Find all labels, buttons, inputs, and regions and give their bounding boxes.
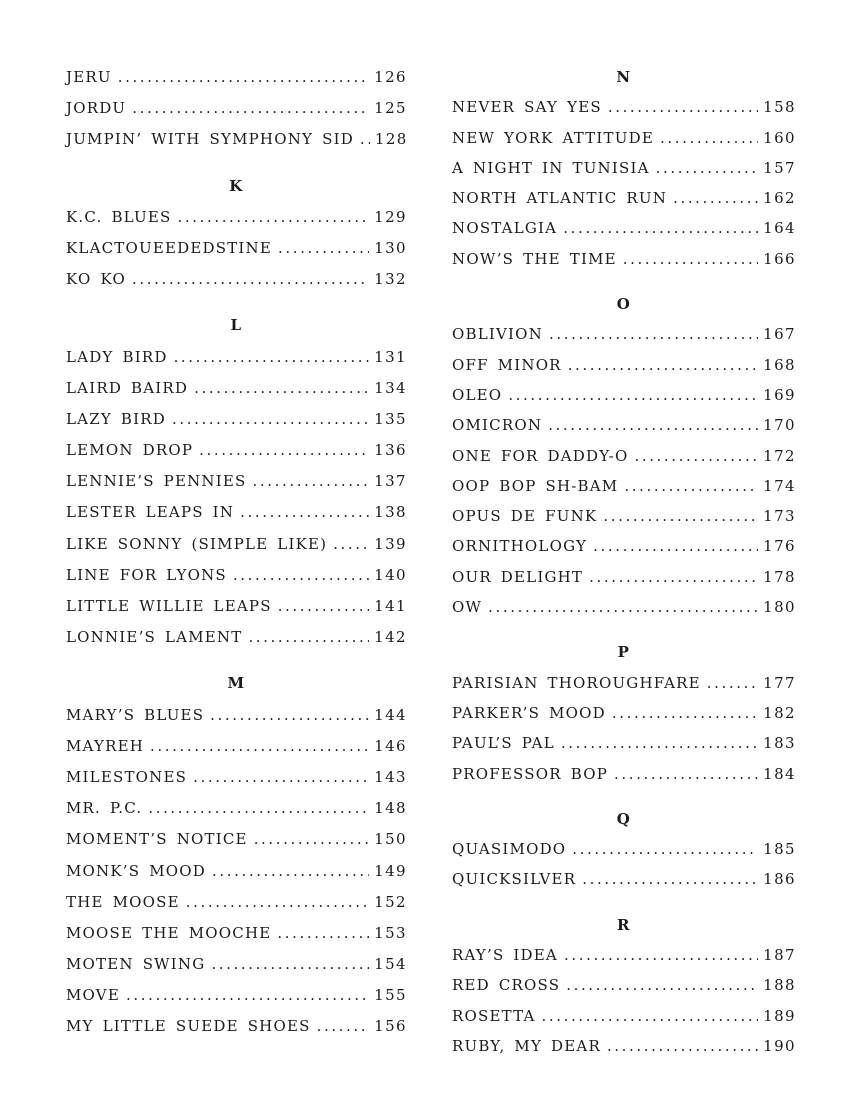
section-letter-heading: P xyxy=(617,643,631,662)
song-title: K.C. BLUES xyxy=(66,207,172,226)
page-number: 174 xyxy=(763,476,796,495)
dot-leader xyxy=(317,1011,370,1042)
toc-entry xyxy=(452,562,796,592)
page-number: 185 xyxy=(763,840,796,859)
dot-leader xyxy=(172,404,369,435)
song-title: MOMENT’S NOTICE xyxy=(66,830,248,849)
song-title: MY LITTLE SUEDE SHOES xyxy=(66,1017,311,1036)
toc-column-left xyxy=(66,62,407,1043)
dot-leader xyxy=(568,350,758,380)
toc-entry xyxy=(66,62,407,93)
dot-leader xyxy=(132,93,369,124)
page-number: 134 xyxy=(374,378,407,397)
toc-entry xyxy=(452,1001,796,1031)
dot-leader xyxy=(254,824,369,855)
dot-leader xyxy=(277,918,369,949)
dot-leader xyxy=(150,731,369,762)
toc-entry xyxy=(66,529,407,560)
dot-leader xyxy=(126,980,369,1011)
dot-leader xyxy=(572,834,758,864)
song-title: OMICRON xyxy=(452,416,543,435)
page-number: 182 xyxy=(763,703,796,722)
song-title: JUMPIN’ WITH SYMPHONY SID xyxy=(66,130,354,149)
dot-leader xyxy=(548,410,758,440)
toc-entry xyxy=(452,183,796,213)
toc-entry xyxy=(452,319,796,349)
song-title: LONNIE’S LAMENT xyxy=(66,628,243,647)
page-number: 143 xyxy=(374,767,407,786)
dot-leader xyxy=(660,123,758,153)
song-title: LESTER LEAPS IN xyxy=(66,503,235,522)
dot-leader xyxy=(199,435,369,466)
song-title: OUR DELIGHT xyxy=(452,567,584,586)
dot-leader xyxy=(549,319,758,349)
toc-entry xyxy=(66,373,407,404)
song-title: OW xyxy=(452,598,483,617)
dot-leader xyxy=(561,728,758,758)
toc-entry xyxy=(66,435,407,466)
toc-entry xyxy=(452,441,796,471)
page-number: 188 xyxy=(763,976,796,995)
toc-entry xyxy=(66,731,407,762)
page-number: 128 xyxy=(374,130,408,149)
toc-entry xyxy=(66,560,407,591)
dot-leader xyxy=(612,698,758,728)
dot-leader xyxy=(148,793,369,824)
dot-leader xyxy=(360,124,370,155)
toc-entry xyxy=(66,918,407,949)
page-number: 155 xyxy=(374,986,407,1005)
dot-leader xyxy=(589,562,758,592)
song-title: NORTH ATLANTIC RUN xyxy=(452,189,668,208)
toc-section-p xyxy=(452,637,796,788)
dot-leader xyxy=(608,92,758,122)
toc-entry xyxy=(452,501,796,531)
toc-entry xyxy=(66,404,407,435)
song-title: LAZY BIRD xyxy=(66,409,166,428)
song-title: MOOSE THE MOOCHE xyxy=(66,923,272,942)
song-title: OFF MINOR xyxy=(452,355,562,374)
page-number: 186 xyxy=(763,870,796,889)
toc-entry xyxy=(452,668,796,698)
song-title: KLACTOUEEDEDSTINE xyxy=(66,238,273,257)
toc-entry xyxy=(66,980,407,1011)
song-title: RAY’S IDEA xyxy=(452,946,558,965)
dot-leader xyxy=(623,244,758,274)
song-title: ORNITHOLOGY xyxy=(452,537,588,556)
page-number: 137 xyxy=(374,472,407,491)
dot-leader xyxy=(582,864,758,894)
dot-leader xyxy=(132,264,369,295)
page-number: 157 xyxy=(763,158,796,177)
song-title: ONE FOR DADDY-O xyxy=(452,446,629,465)
song-title: MILESTONES xyxy=(66,767,188,786)
toc-section-q xyxy=(452,804,796,895)
toc-entry xyxy=(452,970,796,1000)
dot-leader xyxy=(193,762,369,793)
song-title: NOSTALGIA xyxy=(452,219,558,238)
section-letter-heading: K xyxy=(229,176,244,195)
dot-leader xyxy=(542,1001,759,1031)
page-number: 125 xyxy=(374,99,407,118)
song-title: PAUL’S PAL xyxy=(452,734,555,753)
page-number: 132 xyxy=(374,270,407,289)
dot-leader xyxy=(488,592,758,622)
toc-entry xyxy=(66,497,407,528)
dot-leader xyxy=(248,622,369,653)
toc-column-right xyxy=(452,62,796,1061)
dot-leader xyxy=(186,887,369,918)
toc-entry xyxy=(66,700,407,731)
page-number: 184 xyxy=(763,764,796,783)
toc-entry xyxy=(66,762,407,793)
toc-section-r xyxy=(452,910,796,1061)
song-title: LADY BIRD xyxy=(66,347,168,366)
song-title: MR. P.C. xyxy=(66,799,143,818)
dot-leader xyxy=(563,213,758,243)
page-number: 148 xyxy=(374,799,407,818)
section-letter-heading: L xyxy=(230,316,243,335)
toc-entry xyxy=(66,342,407,373)
song-title: MAYREH xyxy=(66,736,145,755)
page-number: 170 xyxy=(763,416,796,435)
song-title: NEW YORK ATTITUDE xyxy=(452,128,654,147)
dot-leader xyxy=(614,759,758,789)
page-number: 140 xyxy=(374,565,407,584)
page-number: 139 xyxy=(374,534,407,553)
page-number: 158 xyxy=(763,98,796,117)
song-title: RED CROSS xyxy=(452,976,561,995)
song-title: LAIRD BAIRD xyxy=(66,378,189,397)
toc-entry xyxy=(66,622,407,653)
toc-entry xyxy=(452,531,796,561)
page-number: 169 xyxy=(763,385,796,404)
page-number: 166 xyxy=(763,249,796,268)
toc-section-l xyxy=(66,310,407,653)
song-title: QUICKSILVER xyxy=(452,870,577,889)
toc-entry xyxy=(452,92,796,122)
toc-entry xyxy=(452,123,796,153)
song-title: A NIGHT IN TUNISIA xyxy=(452,158,650,177)
toc-entry xyxy=(66,793,407,824)
page-number: 142 xyxy=(374,628,407,647)
page-number: 189 xyxy=(763,1006,796,1025)
song-title: PROFESSOR BOP xyxy=(452,764,608,783)
toc-entry xyxy=(452,728,796,758)
toc-entry xyxy=(452,350,796,380)
page-number: 154 xyxy=(374,955,407,974)
dot-leader xyxy=(278,233,369,264)
dot-leader xyxy=(177,202,369,233)
section-letter-heading: N xyxy=(616,68,632,86)
page-number: 190 xyxy=(763,1036,796,1055)
song-title: OOP BOP SH-BAM xyxy=(452,476,619,495)
dot-leader xyxy=(194,373,369,404)
dot-leader xyxy=(603,501,758,531)
page-number: 178 xyxy=(763,567,796,586)
page-number: 129 xyxy=(374,207,407,226)
song-title: PARKER’S MOOD xyxy=(452,703,606,722)
toc-entry xyxy=(452,244,796,274)
page-number: 156 xyxy=(374,1017,407,1036)
toc-entry xyxy=(452,759,796,789)
song-title: RUBY, MY DEAR xyxy=(452,1036,601,1055)
toc-section-j-continued xyxy=(66,62,407,156)
page-number: 144 xyxy=(374,705,407,724)
section-letter-heading: M xyxy=(227,674,246,693)
dot-leader xyxy=(707,668,758,698)
toc-entry xyxy=(66,856,407,887)
song-title: THE MOOSE xyxy=(66,892,180,911)
dot-leader xyxy=(673,183,758,213)
song-title: LINE FOR LYONS xyxy=(66,565,227,584)
page-number: 167 xyxy=(763,325,796,344)
toc-entry xyxy=(66,466,407,497)
toc-entry xyxy=(66,233,407,264)
dot-leader xyxy=(278,591,369,622)
song-title: MOTEN SWING xyxy=(66,955,206,974)
toc-section-m xyxy=(66,668,407,1042)
song-title: KO KO xyxy=(66,270,126,289)
page-number: 149 xyxy=(374,861,407,880)
page-number: 172 xyxy=(763,446,796,465)
dot-leader xyxy=(566,970,758,1000)
toc-entry xyxy=(452,410,796,440)
dot-leader xyxy=(564,940,758,970)
song-title: LENNIE’S PENNIES xyxy=(66,472,247,491)
page-number: 152 xyxy=(374,892,407,911)
page-number: 141 xyxy=(374,597,407,615)
song-title: LITTLE WILLIE LEAPS xyxy=(66,597,272,615)
section-letter-heading: O xyxy=(616,295,632,314)
page-number: 177 xyxy=(763,673,796,692)
song-title: OLEO xyxy=(452,385,503,404)
dot-leader xyxy=(593,531,758,561)
toc-section-k xyxy=(66,171,407,296)
page-number: 180 xyxy=(763,598,796,617)
dot-leader xyxy=(174,342,370,373)
toc-entry xyxy=(452,1031,796,1061)
page-number: 150 xyxy=(374,830,407,849)
toc-entry xyxy=(66,949,407,980)
song-title: MARY’S BLUES xyxy=(66,705,205,724)
dot-leader xyxy=(210,700,369,731)
dot-leader xyxy=(212,856,369,887)
song-title: JERU xyxy=(66,68,112,86)
page-number: 183 xyxy=(763,734,796,753)
section-letter-heading: Q xyxy=(616,809,632,828)
song-title: LEMON DROP xyxy=(66,441,194,460)
page-number: 146 xyxy=(374,736,407,755)
toc-entry xyxy=(452,940,796,970)
dot-leader xyxy=(211,949,369,980)
page-number: 130 xyxy=(374,238,407,257)
dot-leader xyxy=(333,529,369,560)
song-title: QUASIMODO xyxy=(452,840,567,859)
toc-entry xyxy=(452,471,796,501)
page-number: 126 xyxy=(374,68,407,86)
toc-entry xyxy=(66,93,407,124)
toc-entry xyxy=(66,124,407,155)
toc-entry xyxy=(66,824,407,855)
dot-leader xyxy=(240,497,369,528)
song-title: NEVER SAY YES xyxy=(452,98,602,117)
song-title: NOW’S THE TIME xyxy=(452,249,617,268)
page-number: 136 xyxy=(374,441,407,460)
page-number: 131 xyxy=(374,347,407,366)
dot-leader xyxy=(508,380,758,410)
page-number: 176 xyxy=(763,537,796,556)
page-number: 168 xyxy=(763,355,796,374)
toc-entry xyxy=(452,864,796,894)
song-title: MONK’S MOOD xyxy=(66,861,206,880)
toc-section-n xyxy=(452,62,796,274)
dot-leader xyxy=(624,471,758,501)
page-number: 164 xyxy=(763,219,796,238)
dot-leader xyxy=(253,466,370,497)
toc-entry xyxy=(66,591,407,622)
section-letter-heading: R xyxy=(617,915,631,934)
toc-entry xyxy=(452,698,796,728)
toc-entry xyxy=(452,213,796,243)
song-title: MOVE xyxy=(66,986,120,1005)
toc-entry xyxy=(452,834,796,864)
toc-entry xyxy=(66,1011,407,1042)
page-number: 187 xyxy=(763,946,796,965)
dot-leader xyxy=(607,1031,758,1061)
toc-section-o xyxy=(452,289,796,622)
song-title: JORDU xyxy=(66,99,127,118)
song-title: OPUS DE FUNK xyxy=(452,507,598,526)
page-number: 162 xyxy=(763,189,796,208)
toc-entry xyxy=(66,264,407,295)
song-title: PARISIAN THOROUGHFARE xyxy=(452,673,701,692)
page-number: 138 xyxy=(374,503,407,522)
dot-leader xyxy=(233,560,369,591)
toc-entry xyxy=(452,153,796,183)
toc-entry xyxy=(66,202,407,233)
toc-entry xyxy=(452,592,796,622)
toc-entry xyxy=(66,887,407,918)
song-title: OBLIVION xyxy=(452,325,543,344)
toc-entry xyxy=(452,380,796,410)
dot-leader xyxy=(118,62,369,93)
page-number: 153 xyxy=(374,923,407,942)
page-number: 160 xyxy=(763,128,796,147)
song-title: LIKE SONNY (SIMPLE LIKE) xyxy=(66,534,328,553)
page-number: 173 xyxy=(763,507,796,526)
dot-leader xyxy=(656,153,759,183)
song-title: ROSETTA xyxy=(452,1006,536,1025)
page-number: 135 xyxy=(374,409,407,428)
dot-leader xyxy=(634,441,758,471)
